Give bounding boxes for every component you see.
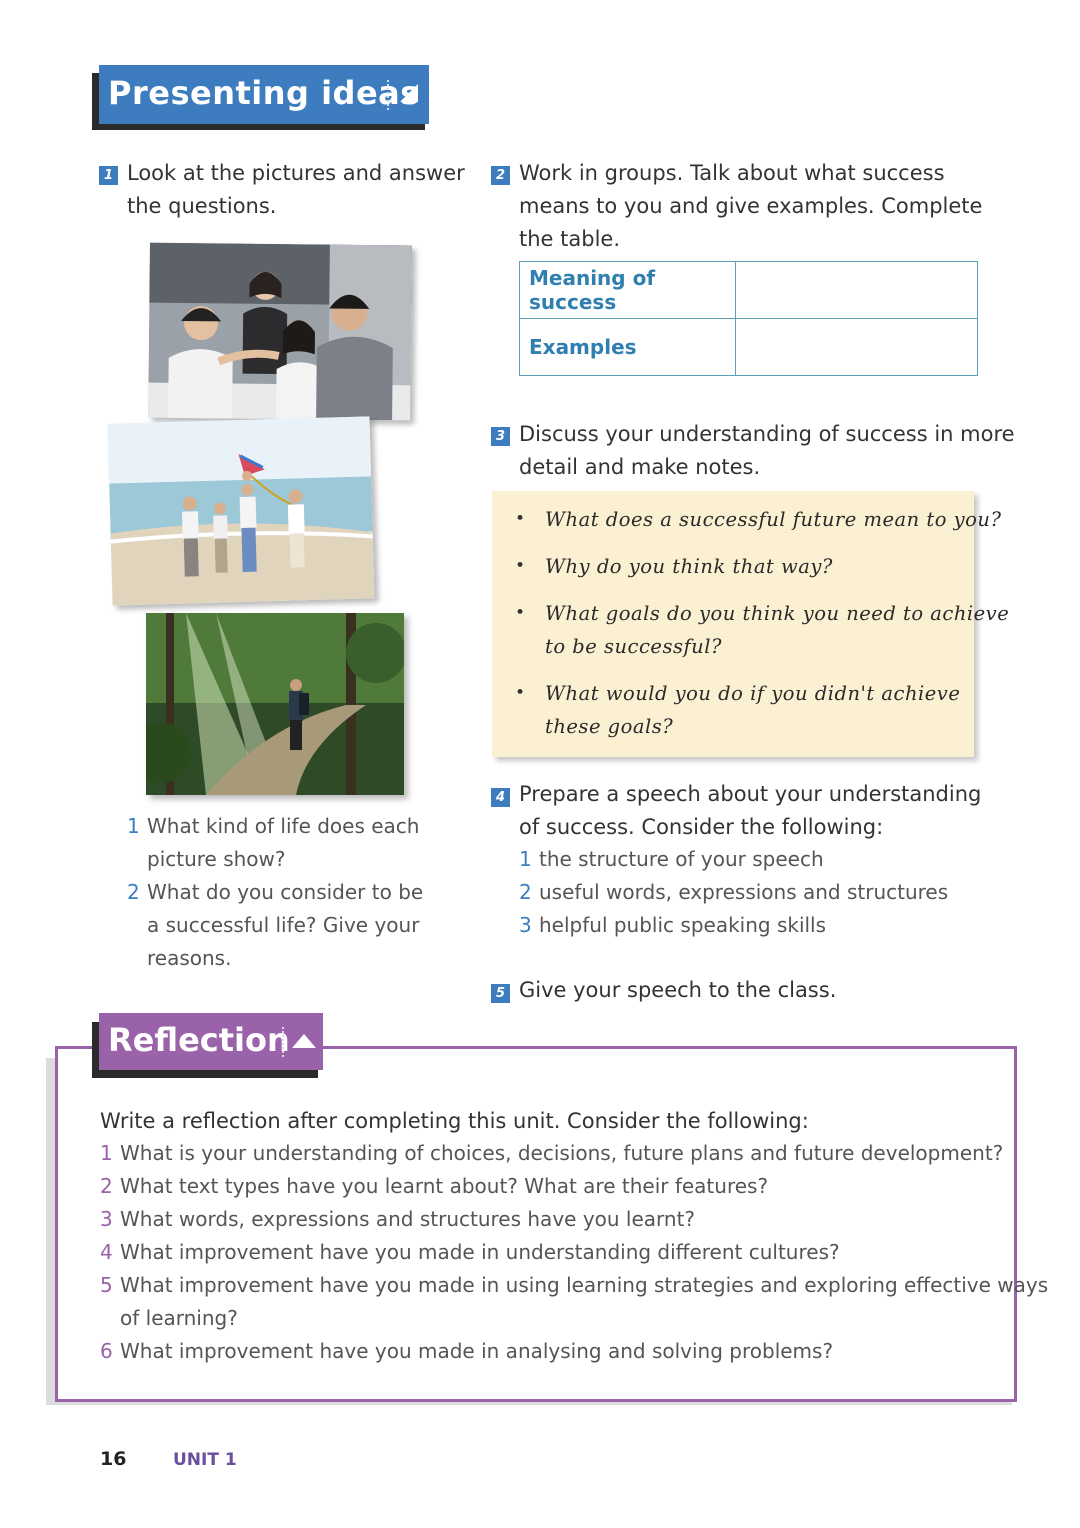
reflection-title: Reflection xyxy=(108,1021,290,1059)
list-item: 2 What text types have you learnt about? What are their features? xyxy=(100,1174,769,1198)
task-2-badge: 2 xyxy=(491,166,510,185)
table-label-examples: Examples xyxy=(520,319,736,376)
task-2-text: Work in groups. Talk about what success means to you and give examples. Complete the table. xyxy=(519,161,983,251)
task-4-badge: 4 xyxy=(491,788,510,807)
task-1-questions: 1 What kind of life does each picture show? 2 What do you consider to be a successful life? Give your reasons. xyxy=(127,810,423,975)
task-4-list xyxy=(519,843,948,942)
note-item: • What does a successful future mean to you? xyxy=(515,508,1002,531)
reflection-list: 1 What is your understanding of choices, decisions, future plans and future development? 2 What text types have you learnt about? What are their features? 3 What words, expressions and structures have you learnt? 4 What improvement have you made in understanding different cultures? 5 What improvement have you made in using learning strategies and exploring effective ways of learning? 6 What improvement have you made in analysing and solving problems? xyxy=(100,1137,1048,1368)
question-2: 2 What do you consider to be xyxy=(127,880,424,904)
table-label-meaning: Meaning of success xyxy=(520,262,736,319)
list-item: 5 What improvement have you made in using learning strategies and exploring effective ways xyxy=(100,1273,1049,1297)
task-1-badge: 1 xyxy=(99,166,118,185)
reflection-intro: Write a reflection after completing this unit. Consider the following: xyxy=(100,1109,809,1133)
task-3-badge: 3 xyxy=(491,427,510,446)
reflection-divider xyxy=(282,1027,284,1057)
success-table xyxy=(519,261,978,376)
task-5-text: Give your speech to the class. xyxy=(519,978,837,1002)
task-1-text: Look at the pictures and answer the questions. xyxy=(127,161,465,218)
section-title: Presenting ideas xyxy=(108,74,420,112)
task-5-badge: 5 xyxy=(491,984,510,1003)
notes-list: • What does a successful future mean to you? • Why do you think that way? • What goals do you think you need to achieve to be successful? • What would you do if you didn't achieve these goals? xyxy=(515,503,1009,743)
task-3-text: Discuss your understanding of success in more detail and make notes. xyxy=(519,422,1015,479)
header-divider xyxy=(387,80,389,110)
list-item: 3 helpful public speaking skills xyxy=(519,913,827,937)
corner-triangle-icon xyxy=(400,84,418,102)
table-cell-meaning[interactable] xyxy=(736,262,978,319)
list-item: 1 What is your understanding of choices, decisions, future plans and future development? xyxy=(100,1141,1004,1165)
note-item: • Why do you think that way? xyxy=(515,555,833,578)
list-item: 6 What improvement have you made in analysing and solving problems? xyxy=(100,1339,834,1363)
task-4-text: Prepare a speech about your understanding of success. Consider the following: xyxy=(519,782,982,839)
note-item: • What goals do you think you need to achieve xyxy=(515,602,1010,625)
list-item: 3 What words, expressions and structures have you learnt? xyxy=(100,1207,696,1231)
list-item: 4 What improvement have you made in understanding different cultures? xyxy=(100,1240,840,1264)
family-beach-photo xyxy=(108,416,375,605)
list-item: 2 useful words, expressions and structures xyxy=(519,880,949,904)
table-cell-examples[interactable] xyxy=(736,319,978,376)
note-item: • What would you do if you didn't achieve xyxy=(515,682,961,705)
unit-label: UNIT 1 xyxy=(173,1450,237,1470)
up-triangle-icon xyxy=(292,1034,316,1048)
list-item: 1 the structure of your speech xyxy=(519,847,824,871)
page-number: 16 xyxy=(100,1448,127,1470)
hiker-forest-photo xyxy=(146,613,404,795)
business-meeting-photo xyxy=(148,243,412,421)
question-1: 1 What kind of life does each xyxy=(127,814,420,838)
